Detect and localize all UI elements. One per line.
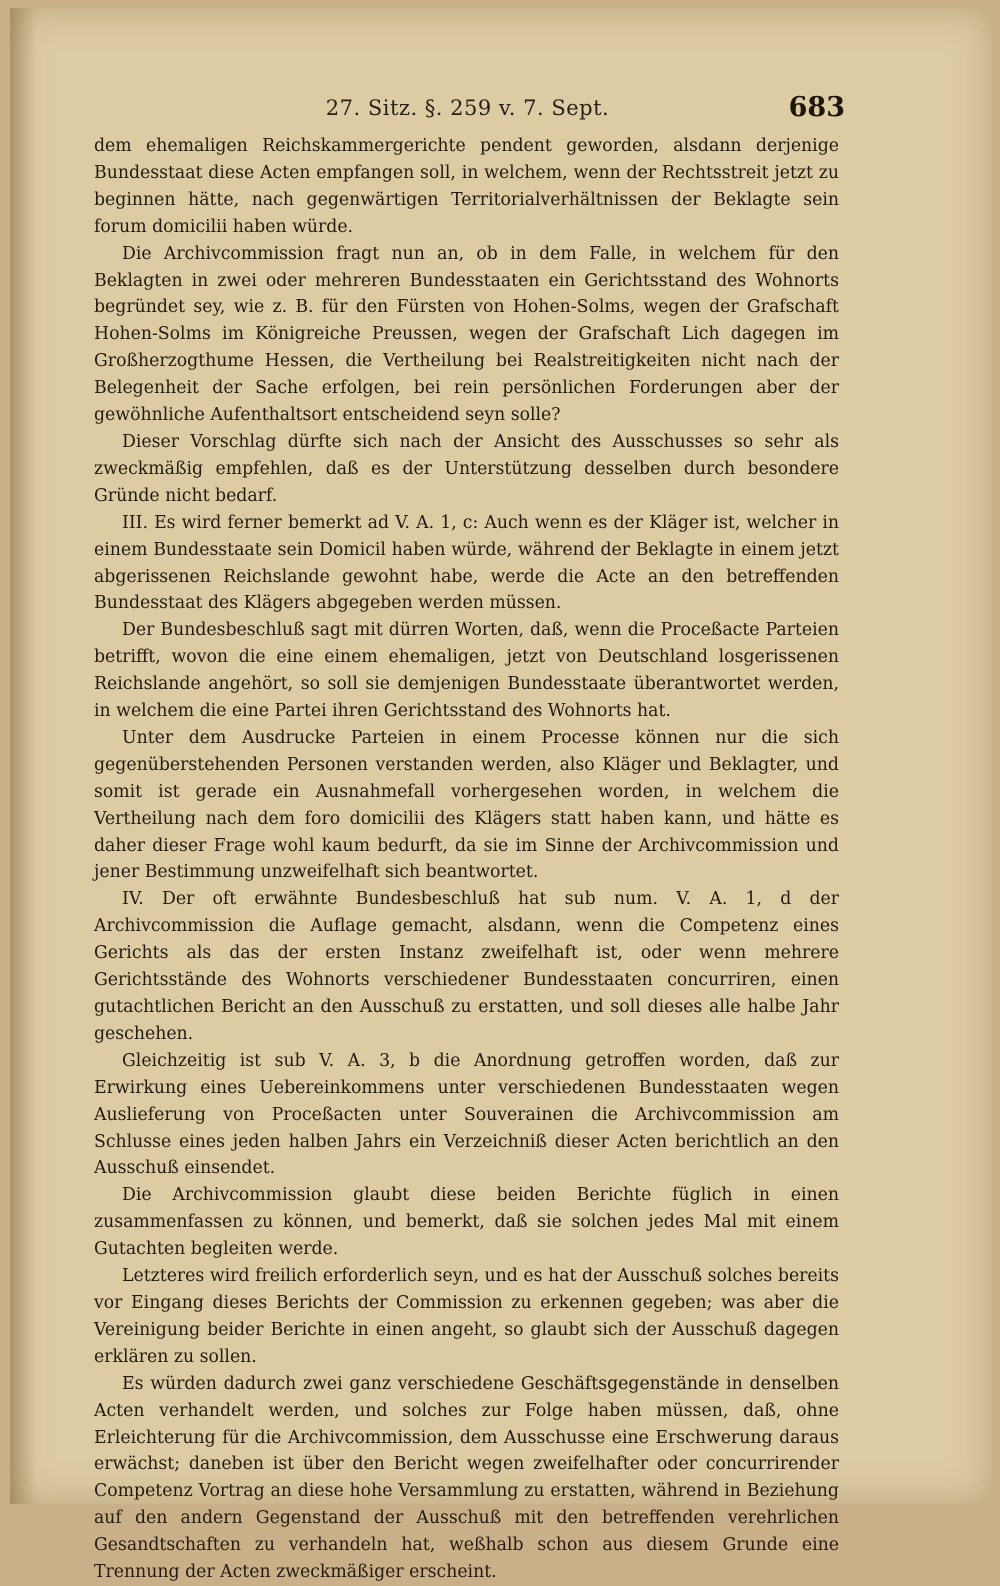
- paragraph: III. Es wird ferner bemerkt ad V. A. 1, c: Auch wenn es der Kläger ist, welcher in einem Bundesstaate sein Domicil haben würde, während der Beklagte in einem jetzt abgerissenen Reichslande gewohnt habe, werde die Acte an den betreffenden Bundesstaat des Klägers abgegeben werden müssen.: [94, 512, 839, 614]
- page-gutter-shadow: [10, 8, 36, 1504]
- paragraph: Unter dem Ausdrucke Parteien in einem Processe können nur die sich gegenüberstehenden Personen verstanden werden, also Kläger und Beklagter, und somit ist gerade ein Ausnahmefall vorhergesehen worden, in welchem die Vertheilung nach dem foro domicilii des Klägers statt haben kann, und hätte es daher dieser Frage wohl kaum bedurft, da sie im Sinne der Archivcommission und jener Bestimmung unzweifelhaft sich beantwortet.: [94, 727, 839, 883]
- running-head: 27. Sitz. §. 259 v. 7. Sept.: [325, 96, 610, 120]
- page-number: 683: [788, 92, 845, 123]
- paragraph: dem ehemaligen Reichskammergerichte pendent geworden, alsdann derjenige Bundesstaat diese Acten empfangen soll, in welchem, wenn der Rechtsstreit jetzt zu beginnen hätte, nach gegenwärtigen Territorialverhältnissen der Beklagte sein forum domicilii haben würde.: [94, 136, 839, 237]
- paragraph: Der Bundesbeschluß sagt mit dürren Worten, daß, wenn die Proceßacte Parteien betrifft, wovon die eine einem ehemaligen, jetzt von Deutschland losgerissenen Reichslande angehört, so soll sie demjenigen Bundesstaate überantwortet werden, in welchem die eine Partei ihren Gerichtsstand des Wohnorts hat.: [94, 620, 839, 722]
- paragraph: Die Archivcommission glaubt diese beiden Berichte füglich in einen zusammenfassen zu können, und bemerkt, daß sie solchen jedes Mal mit einem Gutachten begleiten werde.: [94, 1185, 839, 1260]
- paragraph: IV. Der oft erwähnte Bundesbeschluß hat sub num. V. A. 1, d der Archivcommission die Auflage gemacht, alsdann, wenn die Competenz eines Gerichts als das der ersten Instanz zweifelhaft ist, oder wenn mehrere Gerichtsstände des Wohnorts verschiedener Bundesstaaten concurriren, einen gutachtlichen Bericht an den Ausschuß zu erstatten, und soll dieses alle halbe Jahr geschehen.: [94, 889, 839, 1044]
- paragraph: Gleichzeitig ist sub V. A. 3, b die Anordnung getroffen worden, daß zur Erwirkung eines Uebereinkommens unter verschiedenen Bundesstaaten wegen Auslieferung von Proceßacten unter Souverainen die Archivcommission am Schlusse eines jeden halben Jahrs ein Verzeichniß dieser Acten berichtlich an den Ausschuß einsendet.: [94, 1050, 839, 1179]
- book-page: [10, 8, 992, 1583]
- page-header: [90, 88, 845, 128]
- body-text: [94, 133, 839, 1586]
- paragraph: Es würden dadurch zwei ganz verschiedene Geschäftsgegenstände in denselben Acten verhandelt werden, und solches zur Folge haben müssen, daß, ohne Erleichterung für die Archivcommission, dem Ausschusse eine Erschwerung daraus erwächst; daneben ist über den Bericht wegen zweifelhafter oder concurrirender Competenz Vortrag an diese hohe Versammlung zu erstatten, während in Beziehung auf den andern Gegenstand der Ausschuß mit den betreffenden verehrlichen Gesandtschaften zu verhandeln hat, weßhalb schon aus diesem Grunde eine Trennung der Acten zweckmäßiger erscheint.: [94, 1373, 839, 1583]
- paragraph: Die Archivcommission fragt nun an, ob in dem Falle, in welchem für den Beklagten in zwei oder mehreren Bundesstaaten ein Gerichtsstand des Wohnorts begründet sey, wie z. B. für den Fürsten von Hohen-Solms, wegen der Grafschaft Hohen-Solms im Königreiche Preussen, wegen der Grafschaft Lich dagegen im Großherzogthume Hessen, die Vertheilung bei Realstreitigkeiten nicht nach der Belegenheit der Sache erfolgen, bei rein persönlichen Forderungen aber der gewöhnliche Aufenthaltsort entscheidend seyn solle?: [94, 243, 839, 426]
- paragraph: Dieser Vorschlag dürfte sich nach der Ansicht des Ausschusses so sehr als zweckmäßig empfehlen, daß es der Unterstützung desselben durch besondere Gründe nicht bedarf.: [94, 431, 839, 506]
- paragraph: Letzteres wird freilich erforderlich seyn, und es hat der Ausschuß solches bereits vor Eingang dieses Berichts der Commission zu erkennen gegeben; was aber die Vereinigung beider Berichte in einen angeht, so glaubt sich der Ausschuß dagegen erklären zu sollen.: [94, 1266, 839, 1367]
